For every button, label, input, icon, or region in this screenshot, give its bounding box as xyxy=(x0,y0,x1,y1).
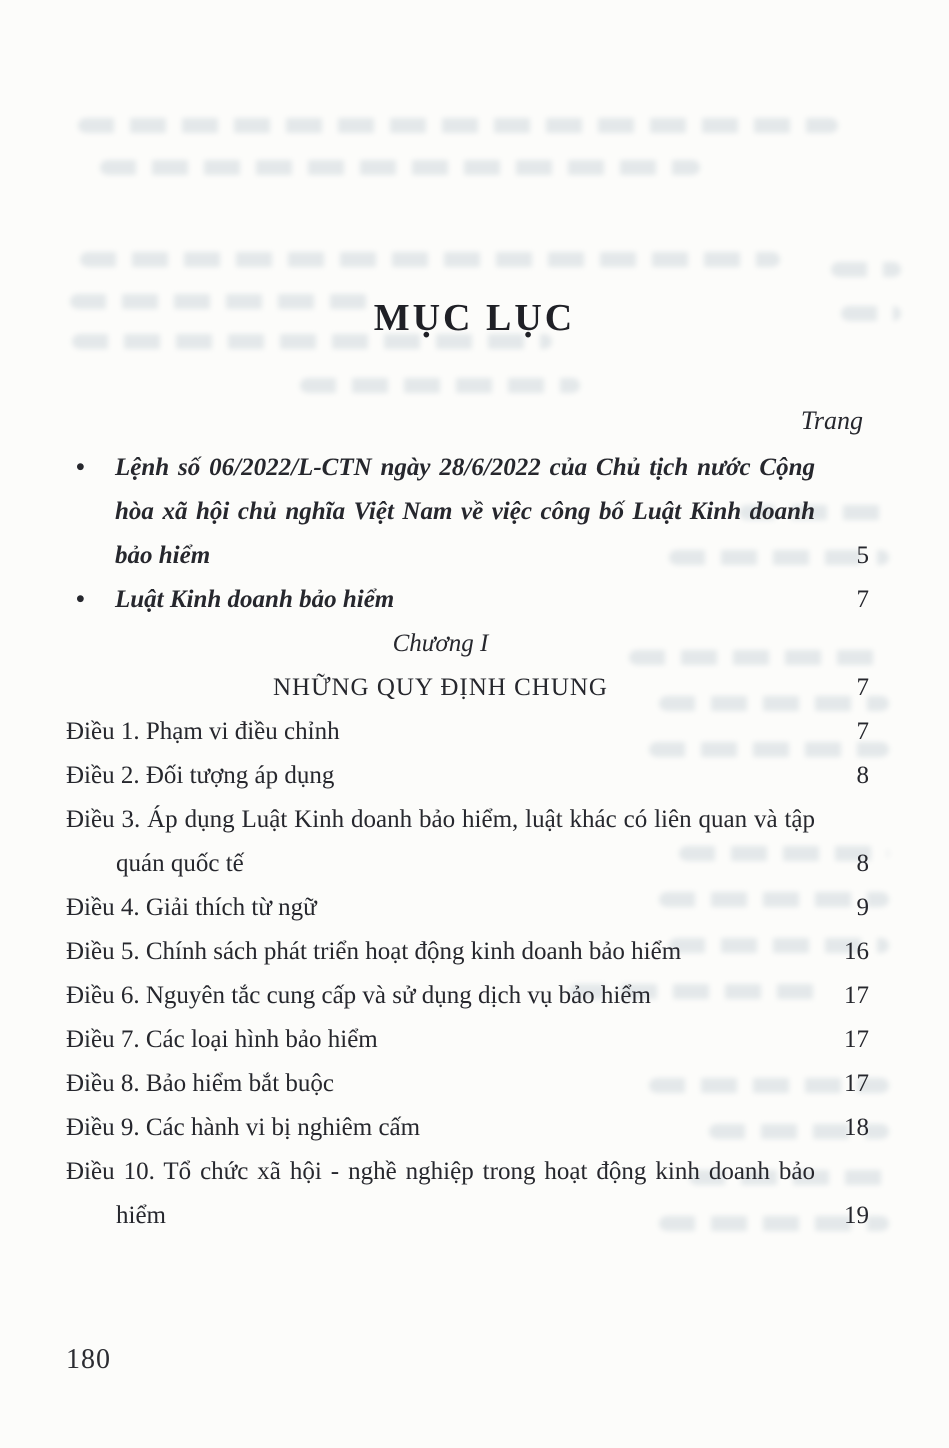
toc-entry-text: Điều 8. Bảo hiểm bắt buộc xyxy=(66,1070,334,1097)
toc-entry-text: Điều 10. Tổ chức xã hội - nghề nghiệp trong hoạt động kinh doanh bảo hiểm xyxy=(66,1158,815,1229)
toc-entry-text: Điều 9. Các hành vi bị nghiêm cấm xyxy=(66,1114,421,1141)
page-number: 180 xyxy=(66,1344,111,1375)
toc-entry xyxy=(66,1062,869,1106)
bleedthrough-artifact xyxy=(831,262,901,277)
toc-entry-page: 7 xyxy=(856,586,869,613)
toc-entry-page: 16 xyxy=(844,938,869,965)
toc-entry xyxy=(66,974,869,1018)
toc-entry-text: • Lệnh số 06/2022/L-CTN ngày 28/6/2022 của Chủ tịch nước Cộng hòa xã hội chủ nghĩa Việt Nam về việc công bố Luật Kinh doanh bảo hiểm xyxy=(66,446,815,578)
toc-entry-text: Điều 4. Giải thích từ ngữ xyxy=(66,894,317,921)
toc-entry-text: Chương I xyxy=(392,630,489,657)
toc-entry-page: 18 xyxy=(844,1114,869,1141)
page-column-header: Trang xyxy=(800,406,863,435)
toc-entry xyxy=(66,886,869,930)
page-title: MỤC LỤC xyxy=(373,297,576,339)
toc-entry-text: Điều 7. Các loại hình bảo hiểm xyxy=(66,1026,378,1053)
toc-entry xyxy=(66,930,869,974)
toc-entry-page: 8 xyxy=(856,762,869,789)
toc-entry xyxy=(66,754,869,798)
toc-entry xyxy=(66,1150,869,1238)
bleedthrough-artifact xyxy=(100,160,700,175)
toc-entry-text: Điều 3. Áp dụng Luật Kinh doanh bảo hiểm, luật khác có liên quan và tập quán quốc tế xyxy=(66,806,815,877)
toc-entry-page: 19 xyxy=(844,1202,869,1229)
toc-entry-page: 17 xyxy=(844,1026,869,1053)
bleedthrough-artifact xyxy=(78,118,838,133)
toc-entry-page: 9 xyxy=(856,894,869,921)
toc-entry xyxy=(66,710,869,754)
table-of-contents xyxy=(66,446,869,1238)
bullet-icon: • xyxy=(76,454,85,481)
toc-entry-page: 17 xyxy=(844,1070,869,1097)
toc-entry-text: Điều 6. Nguyên tắc cung cấp và sử dụng dịch vụ bảo hiểm xyxy=(66,982,651,1009)
toc-entry-text: Điều 2. Đối tượng áp dụng xyxy=(66,762,335,789)
toc-entry xyxy=(66,446,869,578)
toc-entry-text: Điều 5. Chính sách phát triển hoạt động kinh doanh bảo hiểm xyxy=(66,938,682,965)
toc-entry-page: 7 xyxy=(856,718,869,745)
toc-entry-page: 17 xyxy=(844,982,869,1009)
toc-entry-text: • Luật Kinh doanh bảo hiểm xyxy=(66,578,815,622)
toc-entry-text: NHỮNG QUY ĐỊNH CHUNG xyxy=(273,674,608,701)
toc-chapter-heading xyxy=(66,622,869,666)
toc-entry xyxy=(66,798,869,886)
toc-entry-page: 5 xyxy=(856,542,869,569)
toc-entry-page: 7 xyxy=(856,674,869,701)
toc-entry-page: 8 xyxy=(856,850,869,877)
toc-entry xyxy=(66,1106,869,1150)
bleedthrough-artifact xyxy=(80,252,780,267)
bleedthrough-artifact xyxy=(300,378,580,393)
toc-entry xyxy=(66,1018,869,1062)
bullet-icon: • xyxy=(76,586,85,613)
toc-entry xyxy=(66,578,869,622)
toc-entry-text: Điều 1. Phạm vi điều chỉnh xyxy=(66,718,340,745)
toc-chapter-title xyxy=(66,666,869,710)
